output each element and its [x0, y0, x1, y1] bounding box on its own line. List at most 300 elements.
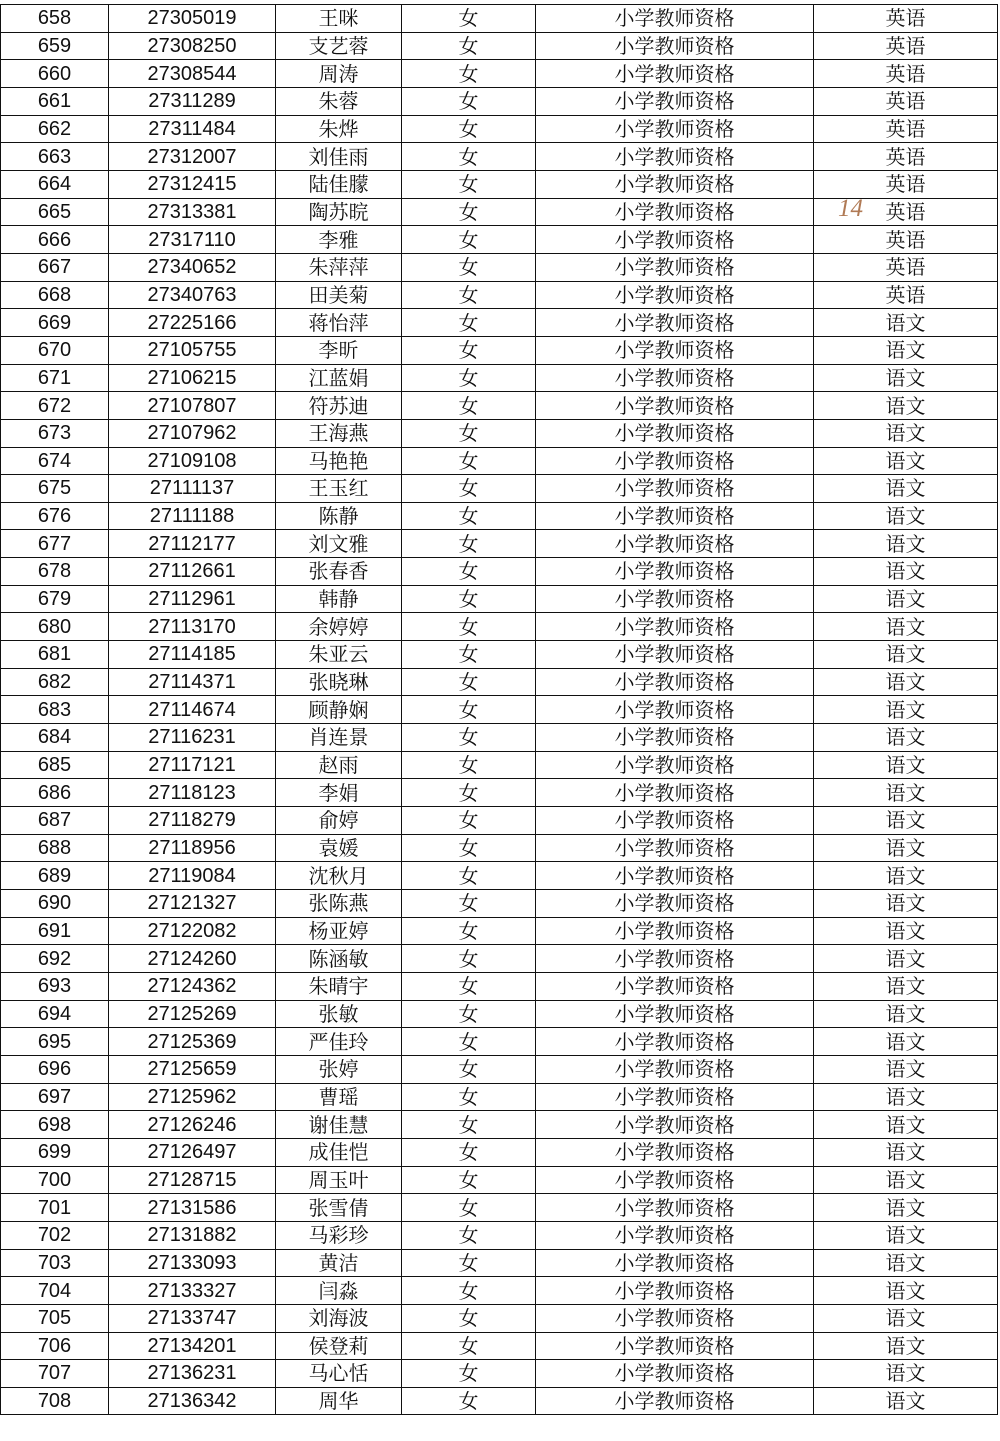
table-row: [1, 32, 998, 60]
qualification-cell: 小学教师资格: [536, 364, 814, 392]
table-row: [1, 170, 998, 198]
row-number-cell: 679: [1, 585, 109, 613]
row-number-cell: 665: [1, 198, 109, 226]
candidate-id-cell: 27312415: [109, 170, 276, 198]
gender-cell: 女: [402, 862, 536, 890]
table-row: [1, 1028, 998, 1056]
gender-cell: 女: [402, 1194, 536, 1222]
gender-cell: 女: [402, 1055, 536, 1083]
subject-cell: 语文: [814, 1332, 998, 1360]
qualification-cell: 小学教师资格: [536, 751, 814, 779]
name-cell: 刘文雅: [276, 530, 402, 558]
gender-cell: 女: [402, 364, 536, 392]
qualification-cell: 小学教师资格: [536, 862, 814, 890]
qualification-cell: 小学教师资格: [536, 419, 814, 447]
qualification-cell: 小学教师资格: [536, 1055, 814, 1083]
table-row: [1, 1249, 998, 1277]
gender-cell: 女: [402, 972, 536, 1000]
gender-cell: 女: [402, 1332, 536, 1360]
name-cell: 陶苏晥: [276, 198, 402, 226]
table-row: [1, 834, 998, 862]
qualification-cell: 小学教师资格: [536, 585, 814, 613]
gender-cell: 女: [402, 60, 536, 88]
gender-cell: 女: [402, 558, 536, 586]
gender-cell: 女: [402, 1360, 536, 1388]
qualification-cell: 小学教师资格: [536, 779, 814, 807]
qualification-cell: 小学教师资格: [536, 724, 814, 752]
qualification-cell: 小学教师资格: [536, 1166, 814, 1194]
gender-cell: 女: [402, 1083, 536, 1111]
row-number-cell: 686: [1, 779, 109, 807]
gender-cell: 女: [402, 1166, 536, 1194]
subject-cell: 语文: [814, 917, 998, 945]
subject-cell: 语文: [814, 530, 998, 558]
name-cell: 蒋怡萍: [276, 309, 402, 337]
gender-cell: 女: [402, 1221, 536, 1249]
candidate-id-cell: 27106215: [109, 364, 276, 392]
gender-cell: 女: [402, 724, 536, 752]
row-number-cell: 677: [1, 530, 109, 558]
candidate-id-cell: 27125659: [109, 1055, 276, 1083]
name-cell: 周涛: [276, 60, 402, 88]
name-cell: 王玉红: [276, 475, 402, 503]
subject-cell: 语文: [814, 1111, 998, 1139]
row-number-cell: 689: [1, 862, 109, 890]
name-cell: 张晓琳: [276, 668, 402, 696]
gender-cell: 女: [402, 1028, 536, 1056]
gender-cell: 女: [402, 1111, 536, 1139]
gender-cell: 女: [402, 613, 536, 641]
candidate-id-cell: 27125962: [109, 1083, 276, 1111]
table-row: [1, 585, 998, 613]
table-row: [1, 890, 998, 918]
qualification-cell: 小学教师资格: [536, 198, 814, 226]
candidate-id-cell: 27124260: [109, 945, 276, 973]
candidate-id-cell: 27114674: [109, 696, 276, 724]
name-cell: 袁媛: [276, 834, 402, 862]
gender-cell: 女: [402, 5, 536, 33]
table-row: [1, 724, 998, 752]
subject-cell: 英语: [814, 5, 998, 33]
table-row: [1, 862, 998, 890]
qualification-cell: 小学教师资格: [536, 143, 814, 171]
name-cell: 王咪: [276, 5, 402, 33]
table-row: [1, 1304, 998, 1332]
candidate-id-cell: 27134201: [109, 1332, 276, 1360]
row-number-cell: 700: [1, 1166, 109, 1194]
name-cell: 李雅: [276, 226, 402, 254]
gender-cell: 女: [402, 530, 536, 558]
gender-cell: 女: [402, 641, 536, 669]
subject-cell: 语文: [814, 585, 998, 613]
subject-cell: 语文: [814, 1055, 998, 1083]
table-row: [1, 253, 998, 281]
row-number-cell: 660: [1, 60, 109, 88]
table-row: [1, 1000, 998, 1028]
qualification-cell: 小学教师资格: [536, 1221, 814, 1249]
subject-cell: 语文: [814, 1387, 998, 1415]
candidate-id-cell: 27133093: [109, 1249, 276, 1277]
gender-cell: 女: [402, 447, 536, 475]
subject-cell: 语文: [814, 392, 998, 420]
candidate-id-cell: 27105755: [109, 336, 276, 364]
gender-cell: 女: [402, 336, 536, 364]
candidate-id-cell: 27114185: [109, 641, 276, 669]
qualification-cell: 小学教师资格: [536, 253, 814, 281]
gender-cell: 女: [402, 309, 536, 337]
qualification-cell: 小学教师资格: [536, 336, 814, 364]
gender-cell: 女: [402, 281, 536, 309]
candidate-id-cell: 27114371: [109, 668, 276, 696]
row-number-cell: 695: [1, 1028, 109, 1056]
row-number-cell: 683: [1, 696, 109, 724]
gender-cell: 女: [402, 834, 536, 862]
row-number-cell: 690: [1, 890, 109, 918]
name-cell: 朱蓉: [276, 87, 402, 115]
candidate-id-cell: 27340652: [109, 253, 276, 281]
row-number-cell: 668: [1, 281, 109, 309]
gender-cell: 女: [402, 392, 536, 420]
qualification-cell: 小学教师资格: [536, 1111, 814, 1139]
row-number-cell: 685: [1, 751, 109, 779]
qualification-cell: 小学教师资格: [536, 1194, 814, 1222]
gender-cell: 女: [402, 779, 536, 807]
candidate-id-cell: 27125269: [109, 1000, 276, 1028]
qualification-cell: 小学教师资格: [536, 558, 814, 586]
row-number-cell: 661: [1, 87, 109, 115]
candidate-id-cell: 27122082: [109, 917, 276, 945]
table-row: [1, 807, 998, 835]
candidate-id-cell: 27133747: [109, 1304, 276, 1332]
name-cell: 朱亚云: [276, 641, 402, 669]
qualification-cell: 小学教师资格: [536, 87, 814, 115]
row-number-cell: 693: [1, 972, 109, 1000]
row-number-cell: 680: [1, 613, 109, 641]
qualification-cell: 小学教师资格: [536, 917, 814, 945]
name-cell: 曹瑶: [276, 1083, 402, 1111]
subject-cell: 语文: [814, 336, 998, 364]
gender-cell: 女: [402, 253, 536, 281]
subject-cell: 英语: [814, 115, 998, 143]
gender-cell: 女: [402, 1249, 536, 1277]
subject-cell: 语文: [814, 1277, 998, 1305]
gender-cell: 女: [402, 1000, 536, 1028]
table-row: [1, 336, 998, 364]
gender-cell: 女: [402, 115, 536, 143]
gender-cell: 女: [402, 1277, 536, 1305]
candidate-id-cell: 27305019: [109, 5, 276, 33]
table-row: [1, 779, 998, 807]
table-row: [1, 1166, 998, 1194]
name-cell: 田美菊: [276, 281, 402, 309]
row-number-cell: 682: [1, 668, 109, 696]
row-number-cell: 692: [1, 945, 109, 973]
subject-cell: 语文: [814, 613, 998, 641]
table-row: [1, 419, 998, 447]
name-cell: 江蓝娟: [276, 364, 402, 392]
name-cell: 侯登莉: [276, 1332, 402, 1360]
table-row: [1, 115, 998, 143]
name-cell: 李昕: [276, 336, 402, 364]
row-number-cell: 696: [1, 1055, 109, 1083]
table-row: [1, 1138, 998, 1166]
name-cell: 谢佳慧: [276, 1111, 402, 1139]
gender-cell: 女: [402, 668, 536, 696]
table-row: [1, 281, 998, 309]
name-cell: 张春香: [276, 558, 402, 586]
row-number-cell: 698: [1, 1111, 109, 1139]
qualification-cell: 小学教师资格: [536, 1000, 814, 1028]
row-number-cell: 691: [1, 917, 109, 945]
subject-cell: 英语: [814, 226, 998, 254]
subject-cell: 语文: [814, 668, 998, 696]
row-number-cell: 673: [1, 419, 109, 447]
row-number-cell: 707: [1, 1360, 109, 1388]
subject-cell: 语文: [814, 696, 998, 724]
subject-cell: 英语: [814, 143, 998, 171]
subject-cell: 语文: [814, 834, 998, 862]
qualification-cell: 小学教师资格: [536, 668, 814, 696]
subject-cell: 语文: [814, 364, 998, 392]
row-number-cell: 702: [1, 1221, 109, 1249]
candidate-id-cell: 27131882: [109, 1221, 276, 1249]
subject-cell: 语文: [814, 890, 998, 918]
subject-cell: 语文: [814, 447, 998, 475]
name-cell: 沈秋月: [276, 862, 402, 890]
table-row: [1, 1332, 998, 1360]
gender-cell: 女: [402, 419, 536, 447]
row-number-cell: 670: [1, 336, 109, 364]
row-number-cell: 671: [1, 364, 109, 392]
subject-cell: 语文: [814, 1166, 998, 1194]
name-cell: 周华: [276, 1387, 402, 1415]
qualification-cell: 小学教师资格: [536, 834, 814, 862]
row-number-cell: 708: [1, 1387, 109, 1415]
qualification-cell: 小学教师资格: [536, 60, 814, 88]
subject-cell: 语文: [814, 1360, 998, 1388]
name-cell: 成佳恺: [276, 1138, 402, 1166]
candidate-id-cell: 27111188: [109, 502, 276, 530]
gender-cell: 女: [402, 1138, 536, 1166]
candidate-id-cell: 27312007: [109, 143, 276, 171]
name-cell: 杨亚婷: [276, 917, 402, 945]
candidate-id-cell: 27107962: [109, 419, 276, 447]
qualification-cell: 小学教师资格: [536, 447, 814, 475]
row-number-cell: 681: [1, 641, 109, 669]
table-row: [1, 475, 998, 503]
candidate-id-cell: 27225166: [109, 309, 276, 337]
table-row: [1, 1083, 998, 1111]
name-cell: 张陈燕: [276, 890, 402, 918]
row-number-cell: 659: [1, 32, 109, 60]
candidate-id-cell: 27118123: [109, 779, 276, 807]
name-cell: 陈静: [276, 502, 402, 530]
gender-cell: 女: [402, 502, 536, 530]
table-row: [1, 60, 998, 88]
candidate-id-cell: 27112661: [109, 558, 276, 586]
qualification-cell: 小学教师资格: [536, 309, 814, 337]
name-cell: 闫淼: [276, 1277, 402, 1305]
row-number-cell: 658: [1, 5, 109, 33]
candidate-id-cell: 27313381: [109, 198, 276, 226]
gender-cell: 女: [402, 87, 536, 115]
name-cell: 王海燕: [276, 419, 402, 447]
qualification-cell: 小学教师资格: [536, 1332, 814, 1360]
name-cell: 马艳艳: [276, 447, 402, 475]
name-cell: 张敏: [276, 1000, 402, 1028]
candidate-id-cell: 27308250: [109, 32, 276, 60]
name-cell: 顾静娴: [276, 696, 402, 724]
candidate-id-cell: 27136342: [109, 1387, 276, 1415]
subject-cell: 语文: [814, 475, 998, 503]
row-number-cell: 703: [1, 1249, 109, 1277]
subject-cell: 语文: [814, 945, 998, 973]
candidate-id-cell: 27340763: [109, 281, 276, 309]
subject-cell: 语文: [814, 1000, 998, 1028]
candidate-id-cell: 27117121: [109, 751, 276, 779]
table-row: [1, 530, 998, 558]
name-cell: 支艺蓉: [276, 32, 402, 60]
gender-cell: 女: [402, 696, 536, 724]
row-number-cell: 684: [1, 724, 109, 752]
row-number-cell: 669: [1, 309, 109, 337]
name-cell: 朱烨: [276, 115, 402, 143]
table-row: [1, 226, 998, 254]
subject-cell: 语文: [814, 807, 998, 835]
name-cell: 肖连景: [276, 724, 402, 752]
qualification-cell: 小学教师资格: [536, 170, 814, 198]
qualification-cell: 小学教师资格: [536, 392, 814, 420]
table-row: [1, 1194, 998, 1222]
name-cell: 黄洁: [276, 1249, 402, 1277]
table-row: [1, 972, 998, 1000]
qualification-cell: 小学教师资格: [536, 1028, 814, 1056]
qualification-cell: 小学教师资格: [536, 1083, 814, 1111]
qualification-cell: 小学教师资格: [536, 226, 814, 254]
row-number-cell: 662: [1, 115, 109, 143]
qualification-cell: 小学教师资格: [536, 972, 814, 1000]
table-row: [1, 364, 998, 392]
candidate-id-cell: 27111137: [109, 475, 276, 503]
table-row: [1, 1055, 998, 1083]
row-number-cell: 701: [1, 1194, 109, 1222]
row-number-cell: 672: [1, 392, 109, 420]
name-cell: 马心恬: [276, 1360, 402, 1388]
subject-cell: 语文: [814, 1221, 998, 1249]
row-number-cell: 675: [1, 475, 109, 503]
subject-cell: 语文: [814, 309, 998, 337]
row-number-cell: 704: [1, 1277, 109, 1305]
gender-cell: 女: [402, 198, 536, 226]
subject-cell: 语文: [814, 779, 998, 807]
subject-cell: 语文: [814, 419, 998, 447]
gender-cell: 女: [402, 475, 536, 503]
candidate-id-cell: 27121327: [109, 890, 276, 918]
qualification-cell: 小学教师资格: [536, 1249, 814, 1277]
table-row: [1, 1387, 998, 1415]
subject-cell: 英语: [814, 253, 998, 281]
row-number-cell: 664: [1, 170, 109, 198]
name-cell: 俞婷: [276, 807, 402, 835]
table-row: [1, 502, 998, 530]
subject-cell: 语文: [814, 1249, 998, 1277]
qualification-cell: 小学教师资格: [536, 1277, 814, 1305]
candidate-id-cell: 27317110: [109, 226, 276, 254]
candidate-id-cell: 27126246: [109, 1111, 276, 1139]
name-cell: 刘佳雨: [276, 143, 402, 171]
candidate-id-cell: 27133327: [109, 1277, 276, 1305]
candidate-id-cell: 27107807: [109, 392, 276, 420]
table-row: [1, 558, 998, 586]
name-cell: 刘海波: [276, 1304, 402, 1332]
page-number: 14: [838, 195, 863, 222]
row-number-cell: 663: [1, 143, 109, 171]
candidate-id-cell: 27128715: [109, 1166, 276, 1194]
name-cell: 余婷婷: [276, 613, 402, 641]
candidate-id-cell: 27125369: [109, 1028, 276, 1056]
candidate-id-cell: 27112177: [109, 530, 276, 558]
name-cell: 朱晴宇: [276, 972, 402, 1000]
qualification-cell: 小学教师资格: [536, 530, 814, 558]
name-cell: 严佳玲: [276, 1028, 402, 1056]
row-number-cell: 694: [1, 1000, 109, 1028]
table-row: [1, 1277, 998, 1305]
qualification-cell: 小学教师资格: [536, 1360, 814, 1388]
gender-cell: 女: [402, 143, 536, 171]
qualification-cell: 小学教师资格: [536, 502, 814, 530]
gender-cell: 女: [402, 585, 536, 613]
qualification-cell: 小学教师资格: [536, 32, 814, 60]
table-row: [1, 641, 998, 669]
qualification-cell: 小学教师资格: [536, 5, 814, 33]
name-cell: 陆佳朦: [276, 170, 402, 198]
gender-cell: 女: [402, 1387, 536, 1415]
table-row: [1, 1360, 998, 1388]
row-number-cell: 674: [1, 447, 109, 475]
table-row: [1, 613, 998, 641]
gender-cell: 女: [402, 226, 536, 254]
gender-cell: 女: [402, 1304, 536, 1332]
qualification-cell: 小学教师资格: [536, 890, 814, 918]
candidate-id-cell: 27116231: [109, 724, 276, 752]
subject-cell: 语文: [814, 641, 998, 669]
gender-cell: 女: [402, 807, 536, 835]
name-cell: 韩静: [276, 585, 402, 613]
subject-cell: 英语: [814, 281, 998, 309]
subject-cell: 英语: [814, 170, 998, 198]
row-number-cell: 676: [1, 502, 109, 530]
row-number-cell: 706: [1, 1332, 109, 1360]
row-number-cell: 699: [1, 1138, 109, 1166]
name-cell: 张雪倩: [276, 1194, 402, 1222]
candidate-id-cell: 27126497: [109, 1138, 276, 1166]
table-row: [1, 1221, 998, 1249]
gender-cell: 女: [402, 917, 536, 945]
subject-cell: 语文: [814, 724, 998, 752]
row-number-cell: 688: [1, 834, 109, 862]
name-cell: 赵雨: [276, 751, 402, 779]
table-row: [1, 696, 998, 724]
gender-cell: 女: [402, 945, 536, 973]
qualification-cell: 小学教师资格: [536, 475, 814, 503]
table-row: [1, 1111, 998, 1139]
table-row: [1, 447, 998, 475]
subject-cell: 语文: [814, 972, 998, 1000]
name-cell: 陈涵敏: [276, 945, 402, 973]
candidate-id-cell: 27119084: [109, 862, 276, 890]
name-cell: 周玉叶: [276, 1166, 402, 1194]
row-number-cell: 687: [1, 807, 109, 835]
